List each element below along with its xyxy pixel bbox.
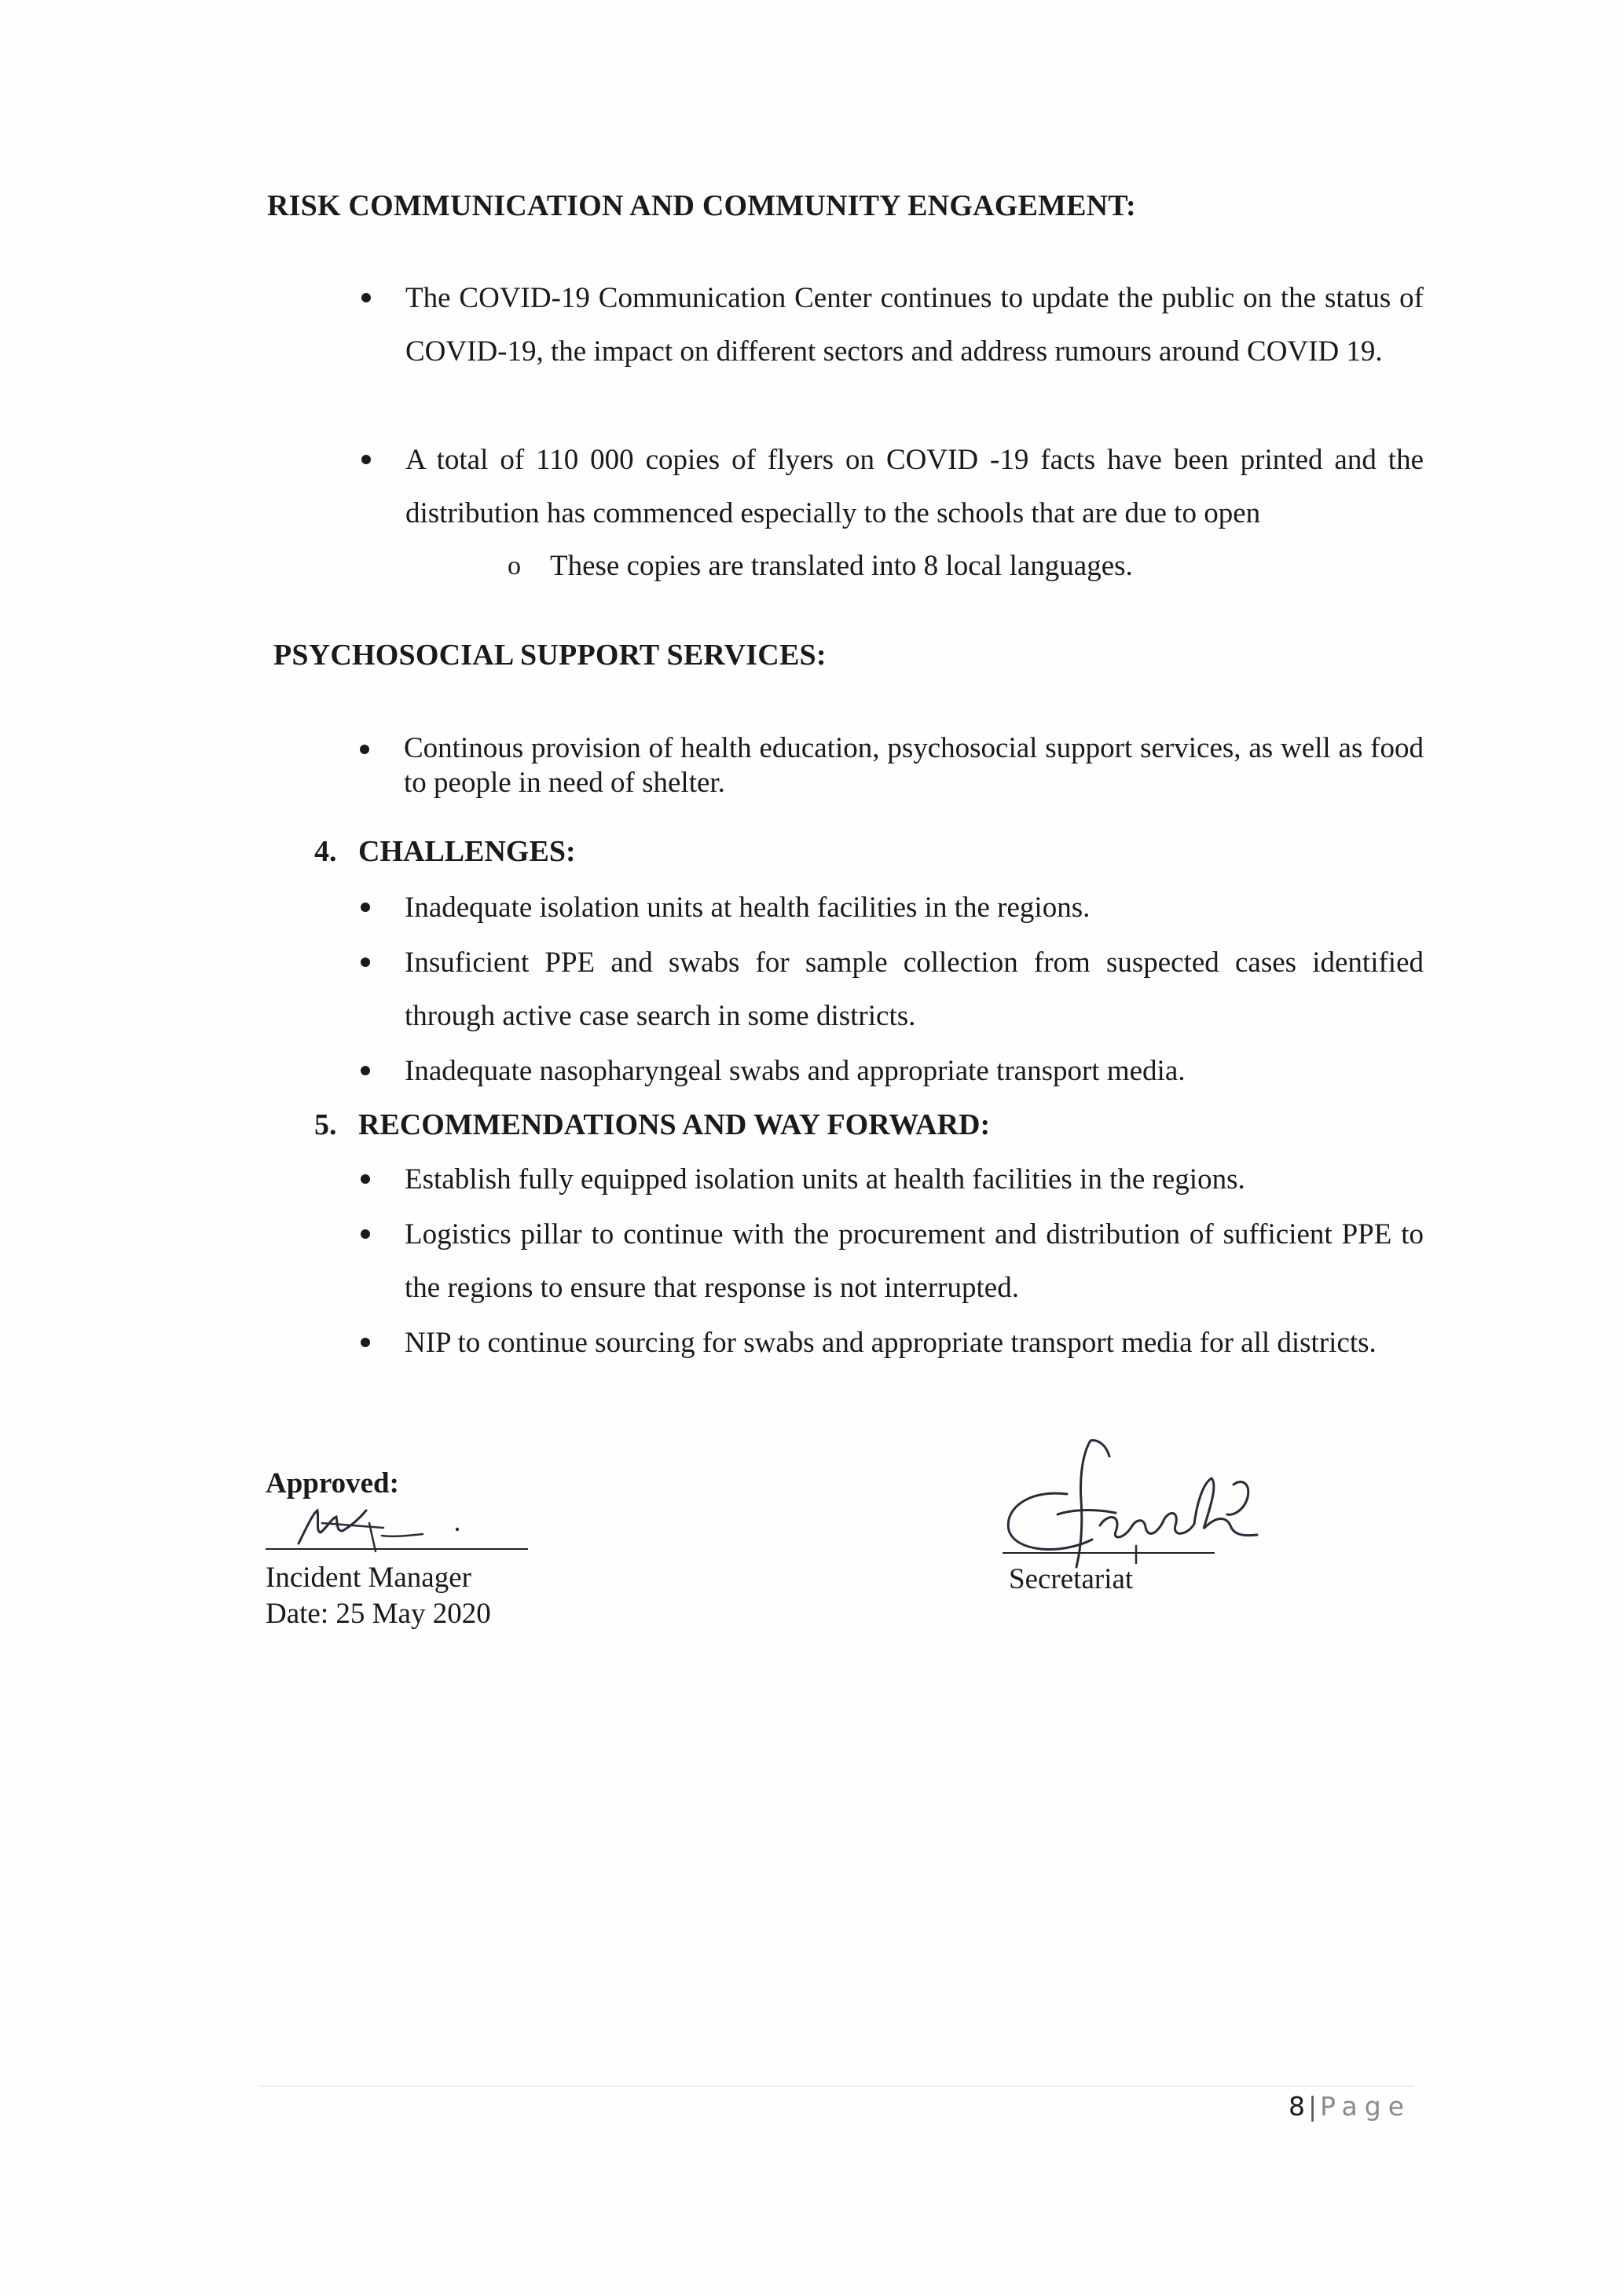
page-footer	[1289, 2091, 1411, 2122]
circle-bullet-icon: o	[508, 551, 521, 580]
approved-label: Approved:	[266, 1467, 399, 1500]
list-item	[405, 272, 1424, 379]
list-item	[405, 1208, 1424, 1315]
sub-list-item	[508, 547, 1133, 586]
secretariat-signature	[998, 1422, 1281, 1579]
list-item-text: The COVID-19 Communication Center continues to update the public on the status of COVID-19, the impact on different sectors and address rumours around COVID 19.	[405, 282, 1424, 368]
secretariat-label: Secretariat	[1009, 1563, 1134, 1595]
challenges-heading	[314, 834, 576, 869]
section-number: 5.	[314, 1108, 337, 1141]
list-item	[405, 1153, 1424, 1207]
section-number: 4.	[314, 835, 337, 868]
section-title: CHALLENGES:	[358, 835, 576, 868]
approval-date: Date: 25 May 2020	[266, 1598, 491, 1630]
list-item-text: A total of 110 000 copies of flyers on COVID -19 facts have been printed and the distribution has commenced especially to the schools that are due to open	[405, 444, 1424, 529]
list-item-text: Logistics pillar to continue with the procurement and distribution of sufficient PPE to the regions to ensure that response is not interrupted.	[405, 1218, 1424, 1304]
bullet-icon	[361, 293, 371, 302]
bullet-icon	[361, 1066, 370, 1075]
bullet-icon	[361, 1174, 370, 1184]
psychosocial-heading: PSYCHOSOCIAL SUPPORT SERVICES:	[273, 639, 827, 672]
bullet-icon	[361, 903, 370, 912]
list-item-text: Insuficient PPE and swabs for sample collection from suspected cases identified through active case search in some districts.	[405, 947, 1424, 1032]
risk-communication-heading: RISK COMMUNICATION AND COMMUNITY ENGAGEMENT:	[267, 189, 1136, 222]
page-word: Page	[1320, 2091, 1412, 2122]
bullet-icon	[361, 958, 370, 967]
list-item-text: Inadequate nasopharyngeal swabs and appropriate transport media.	[405, 1055, 1186, 1087]
list-item-text: Inadequate isolation units at health facilities in the regions.	[405, 892, 1091, 924]
secretariat-signature-line	[1003, 1552, 1215, 1554]
approval-signature-line	[266, 1548, 528, 1550]
recommendations-heading	[314, 1108, 990, 1142]
incident-manager-label: Incident Manager	[266, 1562, 471, 1594]
list-item	[405, 936, 1424, 1043]
list-item	[404, 731, 1424, 800]
page-separator: |	[1308, 2091, 1318, 2122]
section-title: RECOMMENDATIONS AND WAY FORWARD:	[358, 1108, 991, 1141]
list-item-text: Establish fully equipped isolation units at health facilities in the regions.	[405, 1163, 1245, 1196]
incident-manager-signature	[291, 1496, 471, 1559]
list-item	[405, 1316, 1424, 1370]
list-item	[405, 881, 1424, 935]
list-item	[405, 1045, 1424, 1098]
bullet-icon	[361, 455, 371, 464]
bullet-icon	[361, 1229, 370, 1239]
bullet-icon	[360, 745, 369, 754]
list-item	[405, 434, 1424, 540]
list-item-text: Continous provision of health education, psychosocial support services, as well as food to people in need of shelter.	[404, 732, 1424, 799]
list-item-text: NIP to continue sourcing for swabs and appropriate transport media for all districts.	[405, 1327, 1377, 1359]
bullet-icon	[361, 1338, 370, 1347]
sub-list-item-text: These copies are translated into 8 local languages.	[550, 550, 1133, 582]
footer-divider	[259, 2085, 1414, 2087]
page-number: 8	[1289, 2091, 1305, 2122]
